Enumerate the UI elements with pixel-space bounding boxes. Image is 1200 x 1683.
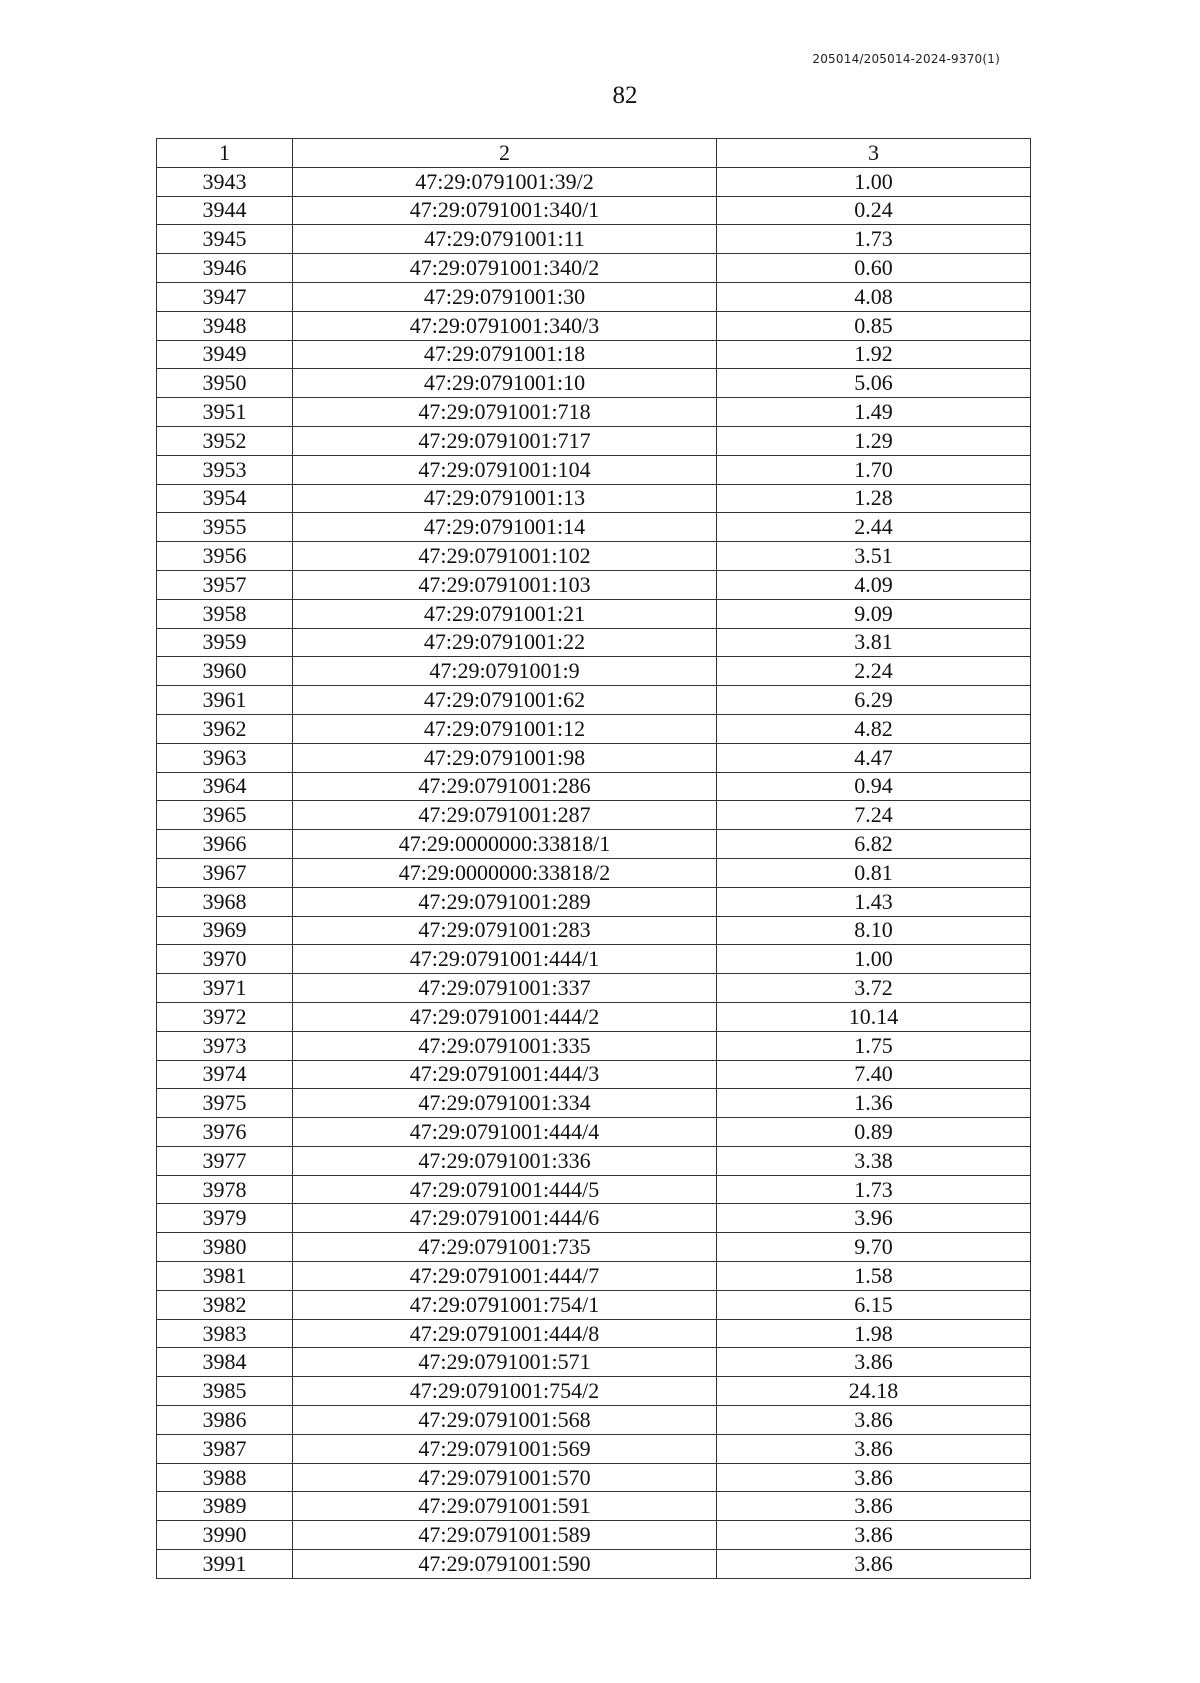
- value-cell: 24.18: [717, 1377, 1031, 1406]
- cadastral-number-cell: 47:29:0791001:718: [293, 398, 717, 427]
- table-row: [157, 513, 1031, 542]
- table-row: [157, 858, 1031, 887]
- table-row: [157, 1434, 1031, 1463]
- cadastral-number-cell: 47:29:0791001:39/2: [293, 167, 717, 196]
- cadastral-number-cell: 47:29:0791001:444/3: [293, 1060, 717, 1089]
- value-cell: 2.44: [717, 513, 1031, 542]
- cadastral-number-cell: 47:29:0791001:444/8: [293, 1319, 717, 1348]
- value-cell: 0.81: [717, 858, 1031, 887]
- table-row: [157, 1118, 1031, 1147]
- cadastral-number-cell: 47:29:0791001:9: [293, 657, 717, 686]
- value-cell: 1.75: [717, 1031, 1031, 1060]
- document-id: 205014/205014-2024-9370(1): [812, 52, 1000, 66]
- cadastral-number-cell: 47:29:0791001:754/2: [293, 1377, 717, 1406]
- table-row: [157, 1060, 1031, 1089]
- cadastral-number-cell: 47:29:0791001:14: [293, 513, 717, 542]
- column-header-1: 1: [157, 139, 293, 168]
- cadastral-number-cell: 47:29:0791001:283: [293, 916, 717, 945]
- table-row: [157, 599, 1031, 628]
- cadastral-number-cell: 47:29:0791001:589: [293, 1521, 717, 1550]
- row-number-cell: 3955: [157, 513, 293, 542]
- table-row: [157, 196, 1031, 225]
- value-cell: 3.51: [717, 542, 1031, 571]
- table-row: [157, 1463, 1031, 1492]
- row-number-cell: 3962: [157, 714, 293, 743]
- value-cell: 1.43: [717, 887, 1031, 916]
- value-cell: 3.38: [717, 1146, 1031, 1175]
- row-number-cell: 3943: [157, 167, 293, 196]
- value-cell: 1.92: [717, 340, 1031, 369]
- value-cell: 1.00: [717, 167, 1031, 196]
- row-number-cell: 3965: [157, 801, 293, 830]
- table-row: [157, 1290, 1031, 1319]
- value-cell: 6.15: [717, 1290, 1031, 1319]
- value-cell: 5.06: [717, 369, 1031, 398]
- row-number-cell: 3966: [157, 830, 293, 859]
- cadastral-number-cell: 47:29:0791001:444/4: [293, 1118, 717, 1147]
- row-number-cell: 3988: [157, 1463, 293, 1492]
- row-number-cell: 3972: [157, 1002, 293, 1031]
- column-header-2: 2: [293, 139, 717, 168]
- row-number-cell: 3952: [157, 426, 293, 455]
- row-number-cell: 3946: [157, 254, 293, 283]
- cadastral-number-cell: 47:29:0791001:570: [293, 1463, 717, 1492]
- table-row: [157, 340, 1031, 369]
- cadastral-number-cell: 47:29:0791001:754/1: [293, 1290, 717, 1319]
- table-row: [157, 1233, 1031, 1262]
- value-cell: 3.72: [717, 974, 1031, 1003]
- table-row: [157, 311, 1031, 340]
- value-cell: 4.47: [717, 743, 1031, 772]
- value-cell: 3.86: [717, 1550, 1031, 1579]
- table-row: [157, 801, 1031, 830]
- cadastral-number-cell: 47:29:0791001:22: [293, 628, 717, 657]
- table-row: [157, 542, 1031, 571]
- table-row: [157, 1002, 1031, 1031]
- table-row: [157, 830, 1031, 859]
- row-number-cell: 3987: [157, 1434, 293, 1463]
- table-row: [157, 455, 1031, 484]
- table-row: [157, 916, 1031, 945]
- value-cell: 3.86: [717, 1434, 1031, 1463]
- table-row: [157, 369, 1031, 398]
- value-cell: 1.58: [717, 1262, 1031, 1291]
- cadastral-number-cell: 47:29:0791001:569: [293, 1434, 717, 1463]
- table-row: [157, 1492, 1031, 1521]
- table-row: [157, 974, 1031, 1003]
- cadastral-number-cell: 47:29:0791001:21: [293, 599, 717, 628]
- table-row: [157, 1319, 1031, 1348]
- table-row: [157, 772, 1031, 801]
- column-header-3: 3: [717, 139, 1031, 168]
- table-row: [157, 398, 1031, 427]
- value-cell: 6.82: [717, 830, 1031, 859]
- cadastral-number-cell: 47:29:0791001:444/1: [293, 945, 717, 974]
- row-number-cell: 3979: [157, 1204, 293, 1233]
- table-row: [157, 743, 1031, 772]
- cadastral-number-cell: 47:29:0791001:340/2: [293, 254, 717, 283]
- value-cell: 0.89: [717, 1118, 1031, 1147]
- table-row: [157, 1089, 1031, 1118]
- row-number-cell: 3958: [157, 599, 293, 628]
- value-cell: 3.81: [717, 628, 1031, 657]
- cadastral-number-cell: 47:29:0791001:444/7: [293, 1262, 717, 1291]
- value-cell: 6.29: [717, 686, 1031, 715]
- row-number-cell: 3949: [157, 340, 293, 369]
- row-number-cell: 3977: [157, 1146, 293, 1175]
- row-number-cell: 3973: [157, 1031, 293, 1060]
- value-cell: 1.00: [717, 945, 1031, 974]
- table-row: [157, 1262, 1031, 1291]
- cadastral-number-cell: 47:29:0791001:104: [293, 455, 717, 484]
- table-row: [157, 254, 1031, 283]
- cadastral-number-cell: 47:29:0791001:13: [293, 484, 717, 513]
- row-number-cell: 3981: [157, 1262, 293, 1291]
- cadastral-number-cell: 47:29:0791001:287: [293, 801, 717, 830]
- row-number-cell: 3947: [157, 282, 293, 311]
- table-row: [157, 1204, 1031, 1233]
- cadastral-number-cell: 47:29:0791001:103: [293, 570, 717, 599]
- table-row: [157, 1146, 1031, 1175]
- cadastral-number-cell: 47:29:0791001:444/2: [293, 1002, 717, 1031]
- cadastral-number-cell: 47:29:0791001:444/5: [293, 1175, 717, 1204]
- table-row: [157, 628, 1031, 657]
- cadastral-number-cell: 47:29:0791001:571: [293, 1348, 717, 1377]
- cadastral-number-cell: 47:29:0791001:62: [293, 686, 717, 715]
- table-body: [157, 167, 1031, 1578]
- table-row: [157, 282, 1031, 311]
- value-cell: 1.49: [717, 398, 1031, 427]
- row-number-cell: 3975: [157, 1089, 293, 1118]
- cadastral-number-cell: 47:29:0791001:590: [293, 1550, 717, 1579]
- value-cell: 3.86: [717, 1521, 1031, 1550]
- table-row: [157, 1550, 1031, 1579]
- row-number-cell: 3980: [157, 1233, 293, 1262]
- row-number-cell: 3956: [157, 542, 293, 571]
- row-number-cell: 3953: [157, 455, 293, 484]
- cadastral-number-cell: 47:29:0791001:30: [293, 282, 717, 311]
- data-table: [156, 138, 1031, 1579]
- row-number-cell: 3969: [157, 916, 293, 945]
- row-number-cell: 3968: [157, 887, 293, 916]
- row-number-cell: 3976: [157, 1118, 293, 1147]
- cadastral-number-cell: 47:29:0791001:336: [293, 1146, 717, 1175]
- value-cell: 7.24: [717, 801, 1031, 830]
- table-row: [157, 225, 1031, 254]
- value-cell: 4.08: [717, 282, 1031, 311]
- value-cell: 4.82: [717, 714, 1031, 743]
- cadastral-number-cell: 47:29:0791001:591: [293, 1492, 717, 1521]
- row-number-cell: 3984: [157, 1348, 293, 1377]
- table-row: [157, 686, 1031, 715]
- table-row: [157, 570, 1031, 599]
- cadastral-number-cell: 47:29:0791001:289: [293, 887, 717, 916]
- cadastral-number-cell: 47:29:0791001:444/6: [293, 1204, 717, 1233]
- table-row: [157, 1175, 1031, 1204]
- cadastral-number-cell: 47:29:0791001:340/1: [293, 196, 717, 225]
- table-row: [157, 1406, 1031, 1435]
- cadastral-number-cell: 47:29:0791001:10: [293, 369, 717, 398]
- value-cell: 1.73: [717, 1175, 1031, 1204]
- value-cell: 0.24: [717, 196, 1031, 225]
- cadastral-number-cell: 47:29:0791001:717: [293, 426, 717, 455]
- row-number-cell: 3986: [157, 1406, 293, 1435]
- value-cell: 4.09: [717, 570, 1031, 599]
- value-cell: 1.36: [717, 1089, 1031, 1118]
- value-cell: 9.09: [717, 599, 1031, 628]
- row-number-cell: 3970: [157, 945, 293, 974]
- table-header: [157, 139, 1031, 168]
- row-number-cell: 3989: [157, 1492, 293, 1521]
- row-number-cell: 3991: [157, 1550, 293, 1579]
- table-row: [157, 1031, 1031, 1060]
- value-cell: 1.73: [717, 225, 1031, 254]
- value-cell: 10.14: [717, 1002, 1031, 1031]
- row-number-cell: 3985: [157, 1377, 293, 1406]
- cadastral-number-cell: 47:29:0791001:18: [293, 340, 717, 369]
- table-row: [157, 657, 1031, 686]
- value-cell: 3.86: [717, 1348, 1031, 1377]
- row-number-cell: 3954: [157, 484, 293, 513]
- cadastral-number-cell: 47:29:0791001:735: [293, 1233, 717, 1262]
- table-row: [157, 1348, 1031, 1377]
- cadastral-number-cell: 47:29:0000000:33818/2: [293, 858, 717, 887]
- cadastral-number-cell: 47:29:0791001:102: [293, 542, 717, 571]
- cadastral-number-cell: 47:29:0791001:568: [293, 1406, 717, 1435]
- row-number-cell: 3959: [157, 628, 293, 657]
- value-cell: 0.94: [717, 772, 1031, 801]
- value-cell: 0.85: [717, 311, 1031, 340]
- value-cell: 1.29: [717, 426, 1031, 455]
- row-number-cell: 3967: [157, 858, 293, 887]
- value-cell: 1.98: [717, 1319, 1031, 1348]
- value-cell: 1.70: [717, 455, 1031, 484]
- row-number-cell: 3964: [157, 772, 293, 801]
- cadastral-number-cell: 47:29:0791001:335: [293, 1031, 717, 1060]
- row-number-cell: 3957: [157, 570, 293, 599]
- table-row: [157, 1377, 1031, 1406]
- table-row: [157, 167, 1031, 196]
- cadastral-number-cell: 47:29:0791001:337: [293, 974, 717, 1003]
- value-cell: 2.24: [717, 657, 1031, 686]
- value-cell: 3.86: [717, 1406, 1031, 1435]
- cadastral-number-cell: 47:29:0791001:12: [293, 714, 717, 743]
- table-row: [157, 714, 1031, 743]
- row-number-cell: 3961: [157, 686, 293, 715]
- row-number-cell: 3950: [157, 369, 293, 398]
- row-number-cell: 3983: [157, 1319, 293, 1348]
- row-number-cell: 3948: [157, 311, 293, 340]
- cadastral-number-cell: 47:29:0000000:33818/1: [293, 830, 717, 859]
- value-cell: 9.70: [717, 1233, 1031, 1262]
- row-number-cell: 3974: [157, 1060, 293, 1089]
- table-row: [157, 887, 1031, 916]
- cadastral-number-cell: 47:29:0791001:334: [293, 1089, 717, 1118]
- table-row: [157, 945, 1031, 974]
- row-number-cell: 3971: [157, 974, 293, 1003]
- value-cell: 1.28: [717, 484, 1031, 513]
- row-number-cell: 3982: [157, 1290, 293, 1319]
- row-number-cell: 3945: [157, 225, 293, 254]
- table-row: [157, 1521, 1031, 1550]
- value-cell: 3.86: [717, 1463, 1031, 1492]
- value-cell: 3.86: [717, 1492, 1031, 1521]
- table-row: [157, 426, 1031, 455]
- cadastral-number-cell: 47:29:0791001:340/3: [293, 311, 717, 340]
- page-number: 82: [612, 82, 638, 109]
- row-number-cell: 3990: [157, 1521, 293, 1550]
- value-cell: 3.96: [717, 1204, 1031, 1233]
- cadastral-number-cell: 47:29:0791001:11: [293, 225, 717, 254]
- header-row: [157, 139, 1031, 168]
- row-number-cell: 3978: [157, 1175, 293, 1204]
- row-number-cell: 3951: [157, 398, 293, 427]
- value-cell: 8.10: [717, 916, 1031, 945]
- row-number-cell: 3944: [157, 196, 293, 225]
- cadastral-number-cell: 47:29:0791001:98: [293, 743, 717, 772]
- table-row: [157, 484, 1031, 513]
- value-cell: 7.40: [717, 1060, 1031, 1089]
- cadastral-number-cell: 47:29:0791001:286: [293, 772, 717, 801]
- row-number-cell: 3963: [157, 743, 293, 772]
- value-cell: 0.60: [717, 254, 1031, 283]
- row-number-cell: 3960: [157, 657, 293, 686]
